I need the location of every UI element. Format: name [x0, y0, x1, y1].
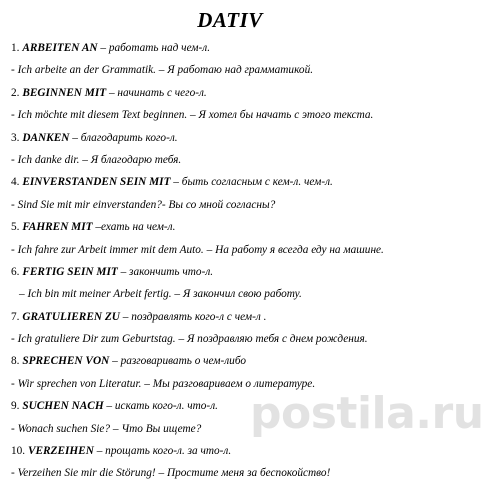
- example-german: - Ich fahre zur Arbeit immer mit dem Auto.: [11, 243, 204, 256]
- example-russian: – Мы разговариваем о литературе.: [141, 377, 316, 390]
- entry-list: [11, 37, 456, 485]
- entry-number: 5.: [11, 221, 20, 234]
- entry-verb: GRATULIEREN ZU: [22, 310, 120, 323]
- example-german: - Ich möchte mit diesem Text beginnen.: [11, 109, 188, 122]
- example-russian: – Я поздравляю тебя с днем рождения.: [175, 333, 368, 346]
- entry-translation: – работать над чем-л.: [97, 42, 211, 54]
- entry-verb: ARBEITEN AN: [22, 42, 98, 54]
- page-title: DATIV: [197, 8, 263, 32]
- example-german: - Wir sprechen von Literatur.: [11, 377, 142, 390]
- entry-example: [11, 149, 456, 171]
- entry-verb: BEGINNEN MIT: [22, 86, 107, 99]
- entry-example: [11, 194, 456, 216]
- entry-number: 2.: [11, 86, 20, 99]
- entry-verb: DANKEN: [22, 131, 70, 144]
- entry-heading: [11, 440, 456, 462]
- entry-verb: FAHREN MIT: [22, 221, 93, 234]
- entry-number: 10.: [11, 445, 26, 458]
- entry-heading: [11, 216, 456, 238]
- entry-example: [11, 283, 456, 305]
- entry-verb: SPRECHEN VON: [22, 355, 110, 368]
- example-russian: – Я закончил свою работу.: [171, 288, 302, 301]
- example-german: - Ich danke dir.: [11, 153, 80, 166]
- entry-heading: [11, 261, 456, 283]
- entry-heading: [11, 171, 456, 193]
- example-german: - Verzeihen Sie mir die Störung!: [11, 467, 156, 480]
- example-russian: – Я хотел бы начать с этого текста.: [187, 109, 374, 122]
- entry-translation: – искать кого-л. что-л.: [103, 400, 218, 413]
- entry-number: 9.: [11, 400, 20, 413]
- entry-verb: VERZEIHEN: [27, 445, 94, 458]
- example-russian: – Что Вы ищете?: [110, 422, 202, 435]
- entry-verb: SUCHEN NACH: [22, 400, 104, 413]
- entry-number: 7.: [11, 310, 20, 323]
- entry-number: 4.: [11, 176, 20, 189]
- example-german: – Ich bin mit meiner Arbeit fertig.: [19, 288, 172, 301]
- entry-example: [11, 328, 456, 350]
- entry-example: [11, 104, 456, 126]
- entry-example: [11, 59, 456, 81]
- entry-verb: EINVERSTANDEN SEIN MIT: [22, 176, 171, 189]
- entry-translation: –ехать на чем-л.: [92, 221, 176, 234]
- entry-translation: – разговаривать о чем-либо: [109, 355, 247, 368]
- entry-verb: FERTIG SEIN MIT: [22, 265, 118, 278]
- entry-translation: – начинать с чего-л.: [106, 86, 207, 99]
- example-russian: – Я благодарю тебя.: [79, 153, 182, 166]
- example-german: - Sind Sie mit mir einverstanden?: [11, 198, 162, 211]
- entry-translation: – поздравлять кого-л с чем-л .: [119, 310, 267, 323]
- entry-heading: [11, 127, 456, 149]
- example-russian: – На работу я всегда еду на машине.: [203, 243, 384, 256]
- example-russian: - Вы со мной согласны?: [161, 198, 276, 211]
- entry-heading: [11, 395, 456, 417]
- example-german: - Ich gratuliere Dir zum Geburtstag.: [11, 333, 176, 346]
- example-russian: – Простите меня за беспокойство!: [155, 467, 331, 480]
- entry-translation: – быть согласным с кем-л. чем-л.: [170, 176, 333, 189]
- example-german: - Ich arbeite an der Grammatik.: [11, 64, 156, 77]
- entry-heading: [11, 306, 456, 328]
- entry-translation: – закончить что-л.: [117, 265, 214, 278]
- entry-number: 6.: [11, 265, 20, 278]
- entry-number: 8.: [11, 355, 20, 368]
- example-russian: – Я работаю над грамматикой.: [155, 64, 314, 77]
- example-german: - Wonach suchen Sie?: [11, 422, 111, 435]
- entry-heading: [11, 350, 456, 372]
- entry-example: [11, 373, 456, 395]
- entry-number: 1.: [11, 42, 20, 54]
- entry-translation: – благодарить кого-л.: [69, 131, 178, 144]
- entry-number: 3.: [11, 131, 20, 144]
- entry-translation: – прощать кого-л. за что-л.: [93, 445, 232, 458]
- entry-example: [11, 462, 456, 484]
- entry-heading: [11, 37, 456, 59]
- entry-example: [11, 239, 456, 261]
- watermark-text: postila.ru: [250, 388, 484, 439]
- entry-example: [11, 418, 456, 440]
- entry-heading: [11, 82, 456, 104]
